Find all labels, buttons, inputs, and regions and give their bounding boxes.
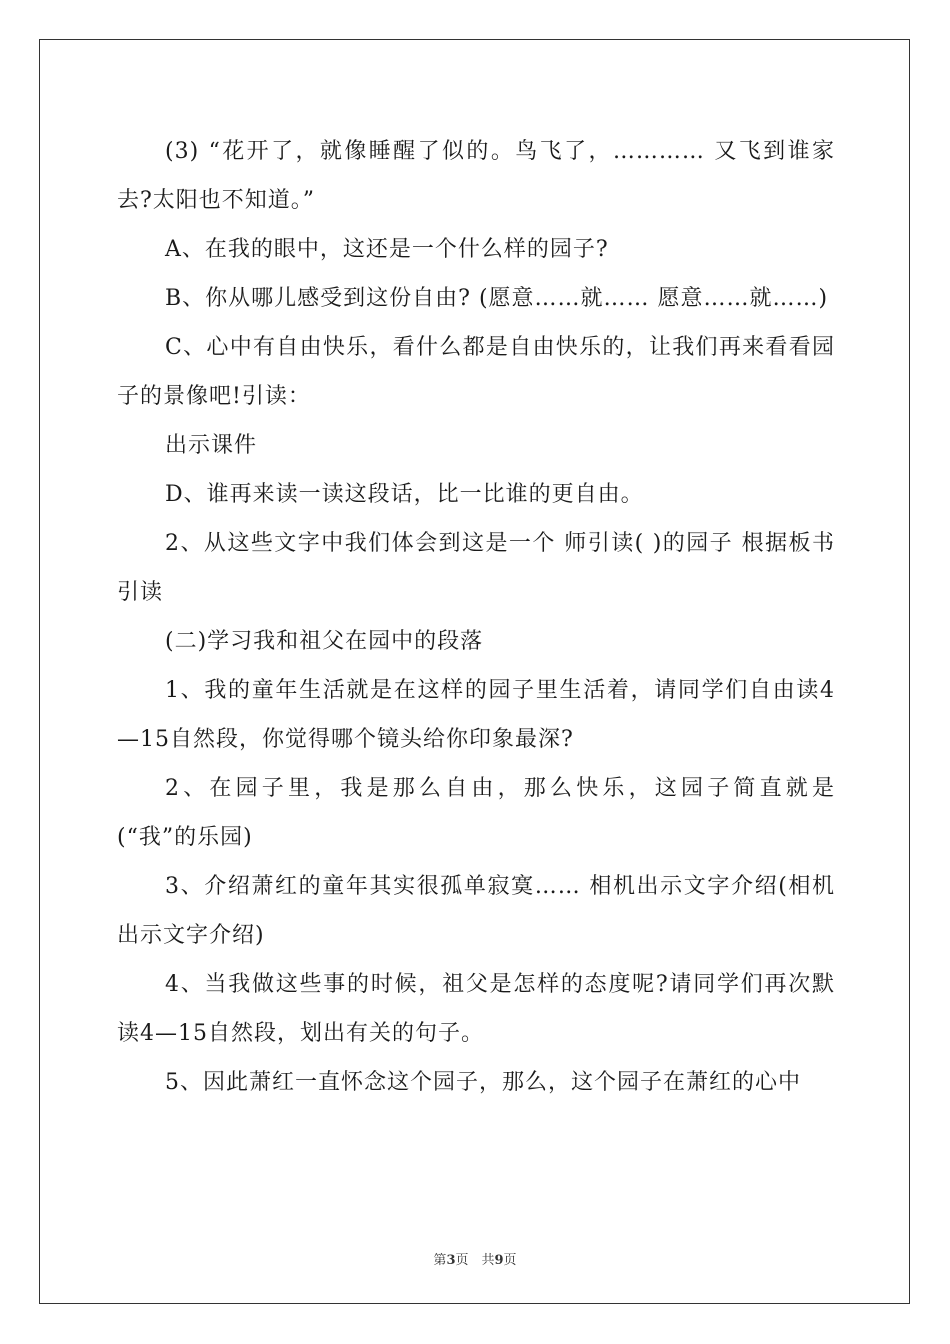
document-body xyxy=(117,127,835,1107)
paragraph-13: 5、因此萧红一直怀念这个园子，那么，这个园子在萧红的心中 xyxy=(165,1070,801,1095)
footer-middle: 页 共 xyxy=(455,1253,495,1268)
paragraph-2: A、在我的眼中，这还是一个什么样的园子? xyxy=(165,237,609,262)
paragraph-6: D、谁再来读一读这段话，比一比谁的更自由。 xyxy=(165,482,644,507)
paragraph-1: (3) “花开了，就像睡醒了似的。鸟飞了，………… 又飞到谁家去?太阳也不知道。” xyxy=(117,139,835,213)
paragraph-5: 出示课件 xyxy=(165,433,258,458)
footer-prefix: 第 xyxy=(433,1253,447,1268)
paragraph-12: 4、当我做这些事的时候，祖父是怎样的态度呢?请同学们再次默读4—15自然段，划出有关的句子。 xyxy=(117,972,835,1046)
paragraph-11: 3、介绍萧红的童年其实很孤单寂寞…… 相机出示文字介绍(相机出示文字介绍) xyxy=(117,874,835,948)
paragraph-8: (二)学习我和祖父在园中的段落 xyxy=(165,629,484,654)
page-footer xyxy=(0,1249,950,1268)
paragraph-10: 2、在园子里，我是那么自由，那么快乐，这园子简直就是(“我”的乐园) xyxy=(117,776,835,850)
paragraph-7: 2、从这些文字中我们体会到这是一个 师引读( )的园子 根据板书引读 xyxy=(117,531,835,605)
paragraph-3: B、你从哪儿感受到这份自由? (愿意……就…… 愿意……就……) xyxy=(165,286,829,311)
footer-suffix: 页 xyxy=(503,1253,517,1268)
paragraph-4: C、心中有自由快乐，看什么都是自由快乐的，让我们再来看看园子的景像吧!引读： xyxy=(117,335,835,409)
page-number: 3 xyxy=(446,1253,456,1268)
paragraph-9: 1、我的童年生活就是在这样的园子里生活着，请同学们自由读4—15自然段，你觉得哪个镜头给你印象最深? xyxy=(117,678,835,752)
total-pages: 9 xyxy=(494,1253,504,1268)
